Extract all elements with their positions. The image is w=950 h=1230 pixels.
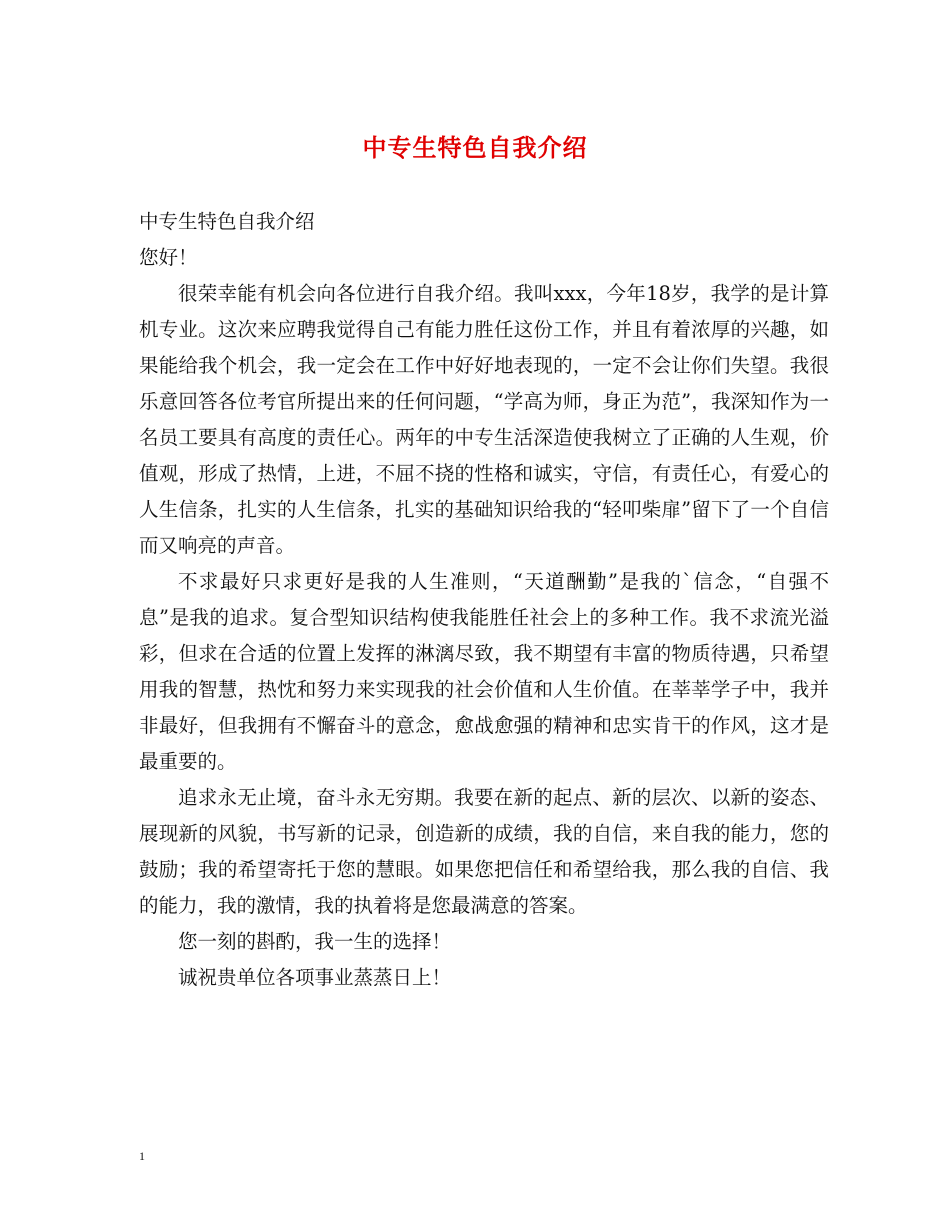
document-body	[139, 204, 829, 996]
document-title: 中专生特色自我介绍	[362, 133, 588, 162]
paragraph-principles: 不求最好只求更好是我的人生准则，“天道酬勤”是我的`信念，“自强不息”是我的追求。复合型知识结构使我能胜任社会上的多种工作。我不求流光溢彩，但求在合适的位置上发挥的淋漓尽致，我不期望有丰富的物质待遇，只希望用我的智慧，热忱和努力来实现我的社会价值和人生价值。在莘莘学子中，我并非最好，但我拥有不懈奋斗的意念，愈战愈强的精神和忠实肯干的作风，这才是最重要的。	[139, 570, 829, 773]
closing-line-wishes: 诚祝贵单位各项事业蒸蒸日上！	[178, 966, 452, 989]
closing-line-choice: 您一刻的斟酌，我一生的选择！	[178, 930, 452, 953]
greeting-line: 您好！	[139, 246, 198, 269]
subtitle-line: 中专生特色自我介绍	[139, 210, 315, 233]
page-number: 1	[139, 1149, 145, 1163]
paragraph-intro: 很荣幸能有机会向各位进行自我介绍。我叫xxx，今年18岁，我学的是计算机专业。这次来应聘我觉得自己有能力胜任这份工作，并且有着浓厚的兴趣，如果能给我个机会，我一定会在工作中好好地表现的，一定不会让你们失望。我很乐意回答各位考官所提出来的任何问题，“学高为师，身正为范”，我深知作为一名员工要具有高度的责任心。两年的中专生活深造使我树立了正确的人生观，价值观，形成了热情，上进，不屈不挠的性格和诚实，守信，有责任心，有爱心的人生信条，扎实的人生信条，扎实的基础知识给我的“轻叩柴扉”留下了一个自信而又响亮的声音。	[139, 282, 829, 557]
paragraph-pursuit: 追求永无止境，奋斗永无穷期。我要在新的起点、新的层次、以新的姿态、展现新的风貌，书写新的记录，创造新的成绩，我的自信，来自我的能力，您的鼓励；我的希望寄托于您的慧眼。如果您把信任和希望给我，那么我的自信、我的能力，我的激情，我的执着将是您最满意的答案。	[139, 786, 829, 917]
